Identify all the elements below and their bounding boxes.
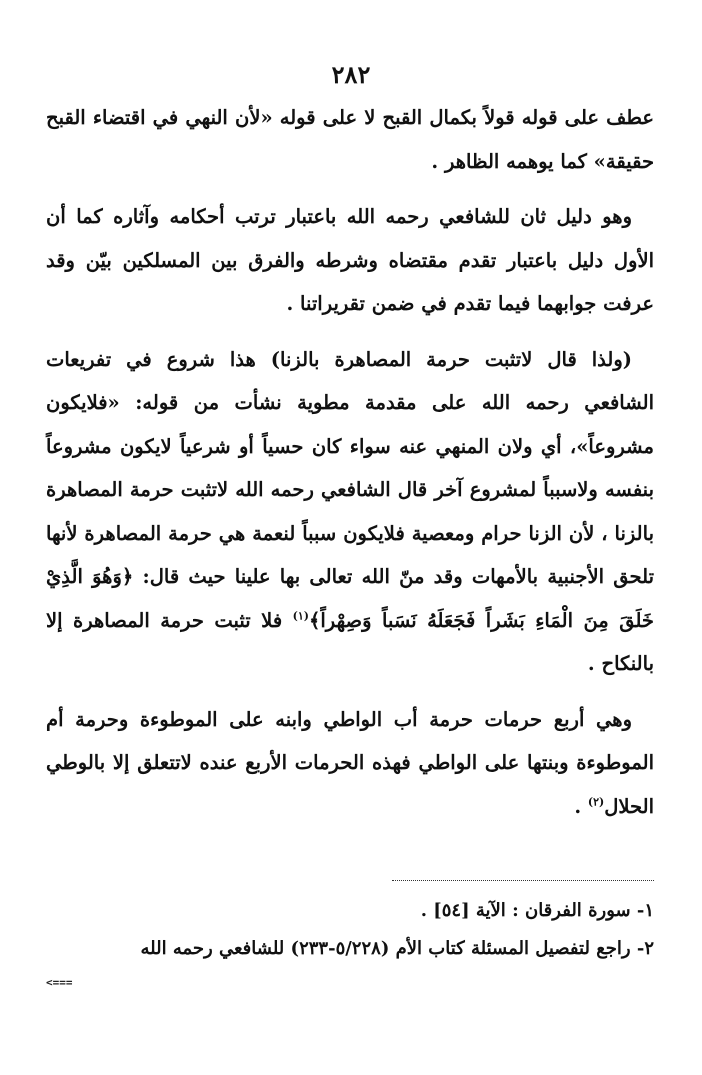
main-text bbox=[46, 96, 654, 828]
paragraph-3-text: (ولذا قال لاتثبت حرمة المصاهرة بالزنا) هذا شروع في تفريعات الشافعي رحمه الله على مقدمة مطوية نشأت من قوله: «فلايكون مشروعاً»، أي ولان المنهي عنه سواء كان حسياً أو شرعياً لايكون مشروعاً بنفسه ولاسبباً لمشروع آخر قال الشافعي رحمه الله لاتثبت حرمة المصاهرة بالزنا ، لأن الزنا حرام ومعصية فلايكون سبباً لنعمة هي حرمة المصاهرة لأنها تلحق الأجنبية بالأمهات وقد منّ الله تعالى بها علينا حيث قال: bbox=[46, 347, 654, 588]
paragraph-4-text: وهي أربع حرمات حرمة أب الواطي وابنه على الموطوءة وحرمة أم الموطوءة وبنتها على الواطي فهذه الحرمات الأربع عنده لاتتعلق إلا بالوطي الحلال bbox=[46, 707, 654, 818]
footnote-divider bbox=[392, 880, 654, 881]
paragraph-4-text-end: . bbox=[574, 794, 588, 818]
paragraph-3 bbox=[46, 338, 654, 686]
footnote-ref-2: (٢) bbox=[587, 795, 605, 808]
footnote-1: ١- سورة الفرقان : الآية [٥٤] . bbox=[420, 900, 654, 921]
footnotes bbox=[46, 892, 654, 968]
paragraph-3-text-end: فلا تثبت حرمة المصاهرة إلا بالنكاح . bbox=[46, 608, 654, 675]
quran-verse: ﴿وَهُوَ الَّذِيْ خَلَقَ مِنَ الْمَاءِ بَشَراً فَجَعَلَهُ نَسَباً وَصِهْراً﴾ bbox=[46, 565, 654, 632]
paragraph-2: وهو دليل ثان للشافعي رحمه الله باعتبار ترتب أحكامه وآثاره كما أن الأول دليل باعتبار تقدم مقتضاه وشرطه والفرق بين المسلكين بيّن وقد عرفت جوابهما فيما تقدم في ضمن تقريراتنا . bbox=[46, 205, 654, 315]
continuation-mark: <=== bbox=[46, 976, 73, 989]
page-number: ٢٨٢ bbox=[331, 60, 371, 89]
paragraph-4 bbox=[46, 698, 654, 829]
footnote-2: ٢- راجع لتفصيل المسئلة كتاب الأم (٥/٢٢٨-٢٣٣) للشافعي رحمه الله bbox=[140, 938, 654, 959]
paragraph-1: عطف على قوله قولاً بكمال القبح لا على قوله «لأن النهي في اقتضاء القبح حقيقة» كما يوهمه الظاهر . bbox=[46, 106, 654, 173]
footnote-ref-1: (١) bbox=[292, 609, 309, 622]
